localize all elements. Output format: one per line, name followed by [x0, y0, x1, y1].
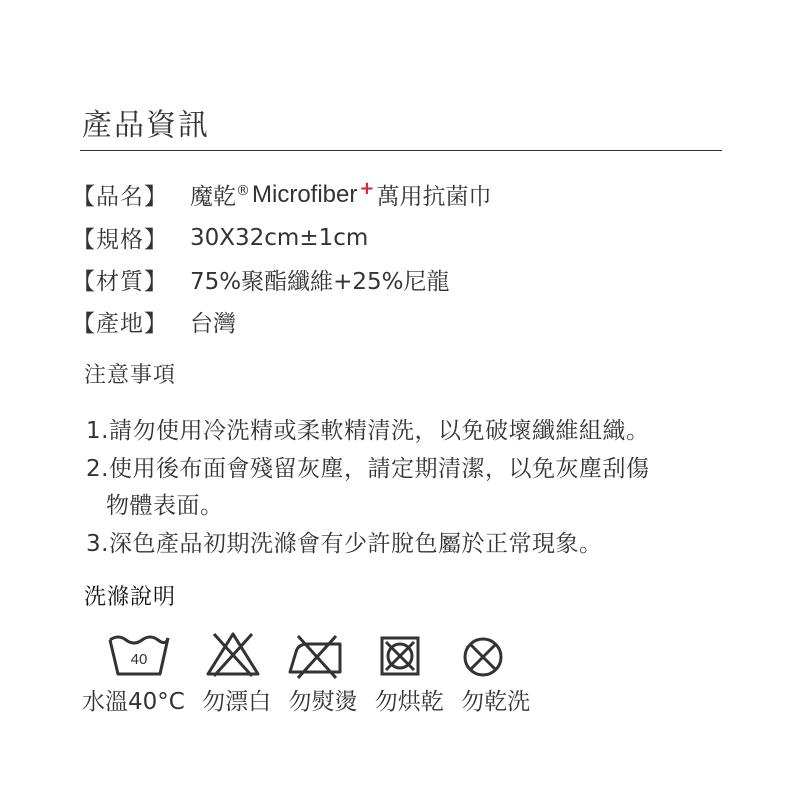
spec-value: 台灣	[190, 311, 236, 337]
spec-label: 【品名】	[72, 184, 168, 210]
no-dry-clean-icon	[460, 630, 506, 680]
spec-row-material	[72, 263, 450, 296]
spec-value: 75%聚酯纖維+25%尼龍	[190, 269, 450, 295]
care-label: 勿漂白	[202, 689, 272, 715]
wash-temp-text: 40	[130, 651, 148, 668]
care-label: 勿烘乾	[374, 689, 444, 715]
spec-value: 30X32cm±1cm	[190, 224, 369, 251]
care-label: 勿熨燙	[288, 689, 358, 715]
note-item: 2.使用後布面會殘留灰塵，請定期清潔，以免灰塵刮傷	[86, 456, 650, 482]
spec-row-size	[72, 221, 368, 254]
care-icons	[0, 630, 800, 690]
notes-heading: 注意事項	[84, 363, 177, 388]
product-name-prefix: 魔乾	[190, 184, 236, 210]
spec-label: 【材質】	[72, 269, 168, 295]
spec-row-name	[72, 178, 491, 211]
note-item: 1.請勿使用冷洗精或柔軟精清洗，以免破壞纖維組織。	[86, 418, 650, 444]
care-heading: 洗滌說明	[84, 585, 177, 610]
note-item: 3.深色產品初期洗滌會有少許脫色屬於正常現象。	[86, 531, 603, 557]
care-label: 水溫40°C	[82, 689, 185, 715]
no-iron-icon	[284, 630, 346, 680]
spec-row-origin	[72, 305, 236, 338]
spec-label: 【產地】	[72, 311, 168, 337]
page-title: 產品資訊	[82, 108, 210, 143]
red-cross-icon: +	[359, 178, 375, 199]
no-bleach-icon	[204, 630, 262, 680]
care-label: 勿乾洗	[461, 689, 531, 715]
registered-mark: ®	[236, 182, 250, 199]
care-labels	[82, 683, 540, 716]
product-name-latin: Microfiber	[252, 180, 358, 208]
product-name-suffix: 萬用抗菌巾	[376, 184, 492, 210]
no-tumble-dry-icon	[378, 630, 422, 680]
spec-label: 【規格】	[72, 227, 168, 253]
title-divider	[80, 150, 722, 151]
wash-40-icon	[106, 630, 172, 680]
spec-value	[190, 178, 491, 211]
note-item-continuation: 物體表面。	[106, 493, 224, 519]
